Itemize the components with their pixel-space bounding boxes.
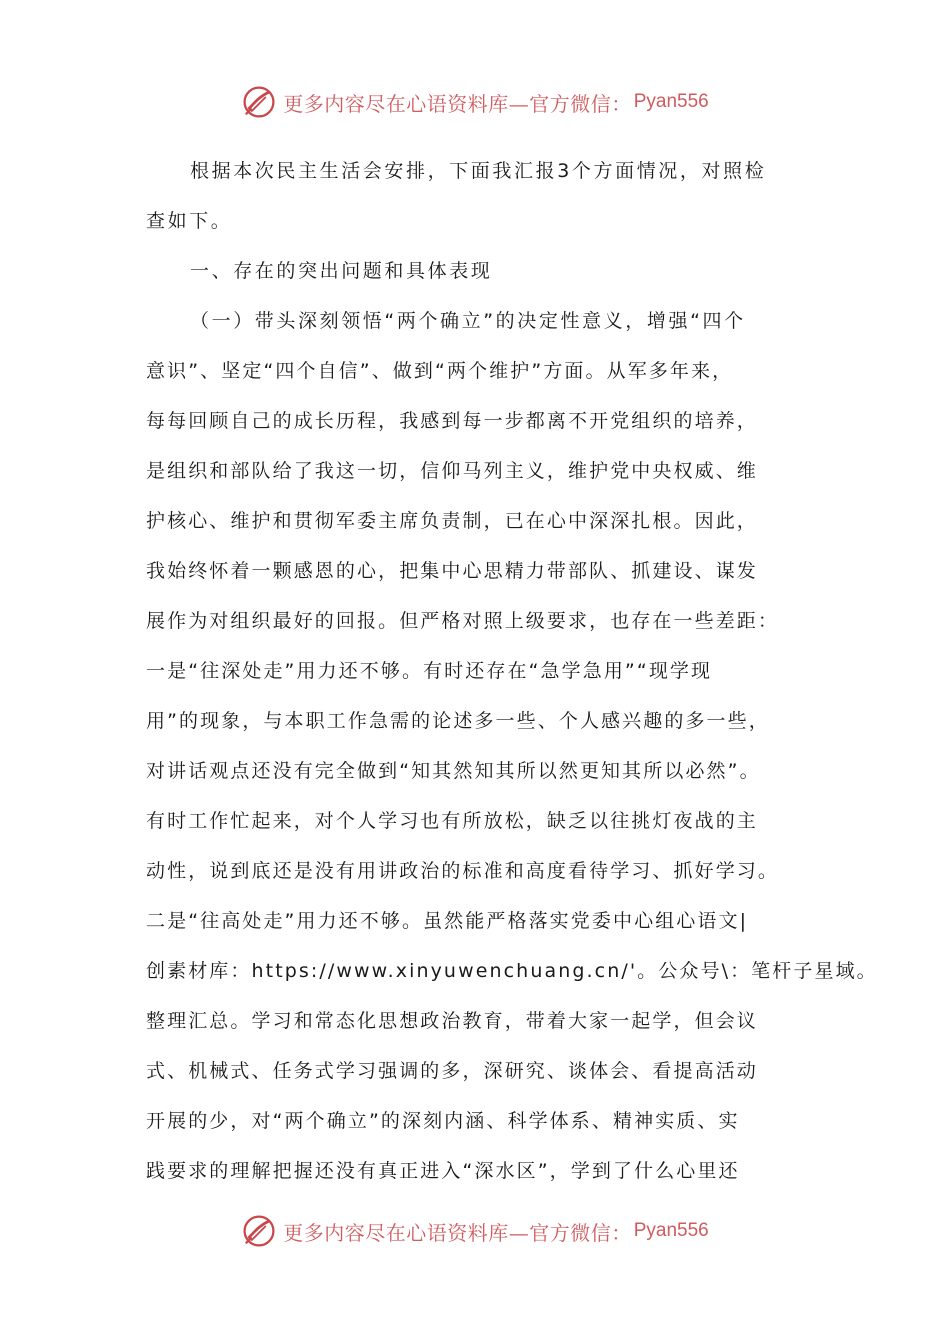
paragraph-line: 护核心、维护和贯彻军委主席负责制，已在心中深深扎根。因此，	[146, 510, 758, 532]
paragraph-line: 我始终怀着一颗感恩的心，把集中心思精力带部队、抓建设、谋发	[146, 560, 758, 582]
banner-wechat-id: Pyan556	[633, 91, 709, 112]
paragraph-line: 是组织和部队给了我这一切，信仰马列主义，维护党中央权威、维	[146, 460, 758, 482]
footer-banner	[0, 1211, 950, 1251]
header-banner	[0, 82, 950, 122]
paragraph-line: 创素材库：https://www.xinyuwenchuang.cn/'。公众号\：笔杆子星域。	[146, 960, 878, 982]
subsection-heading: （一）带头深刻领悟“两个确立”的决定性意义，增强“四个	[190, 310, 746, 332]
paragraph-line: 践要求的理解把握还没有真正进入“深水区”，学到了什么心里还	[146, 1160, 740, 1182]
document-body	[146, 146, 878, 1196]
banner-text: 更多内容尽在心语资料库—官方微信：	[283, 1220, 632, 1245]
paragraph-line: 根据本次民主生活会安排，下面我汇报3个方面情况，对照检	[190, 160, 767, 182]
pen-logo-icon	[241, 84, 277, 120]
paragraph-line: 对讲话观点还没有完全做到“知其然知其所以然更知其所以必然”。	[146, 760, 761, 782]
paragraph-line: 开展的少，对“两个确立”的深刻内涵、科学体系、精神实质、实	[146, 1110, 740, 1132]
banner-text: 更多内容尽在心语资料库—官方微信：	[283, 91, 632, 116]
paragraph-line: 每每回顾自己的成长历程，我感到每一步都离不开党组织的培养，	[146, 410, 758, 432]
paragraph-line: 用”的现象，与本职工作急需的论述多一些、个人感兴趣的多一些，	[146, 710, 770, 732]
paragraph-line: 动性，说到底还是没有用讲政治的标准和高度看待学习、抓好学习。	[146, 860, 780, 882]
paragraph-line: 展作为对组织最好的回报。但严格对照上级要求，也存在一些差距：	[146, 610, 780, 632]
paragraph-line: 整理汇总。学习和常态化思想政治教育，带着大家一起学，但会议	[146, 1010, 758, 1032]
paragraph-line: 一是“往深处走”用力还不够。有时还存在“急学急用”“现学现	[146, 660, 713, 682]
paragraph-line: 式、机械式、任务式学习强调的多，深研究、谈体会、看提高活动	[146, 1060, 758, 1082]
paragraph-line: 查如下。	[146, 210, 233, 232]
paragraph-line: 二是“往高处走”用力还不够。虽然能严格落实党委中心组心语文|	[146, 910, 749, 932]
paragraph-line: 有时工作忙起来，对个人学习也有所放松，缺乏以往挑灯夜战的主	[146, 810, 758, 832]
paragraph-line: 意识”、坚定“四个自信”、做到“两个维护”方面。从军多年来，	[146, 360, 734, 382]
banner-wechat-id: Pyan556	[633, 1220, 709, 1241]
section-heading: 一、存在的突出问题和具体表现	[190, 260, 493, 282]
pen-logo-icon	[241, 1213, 277, 1249]
